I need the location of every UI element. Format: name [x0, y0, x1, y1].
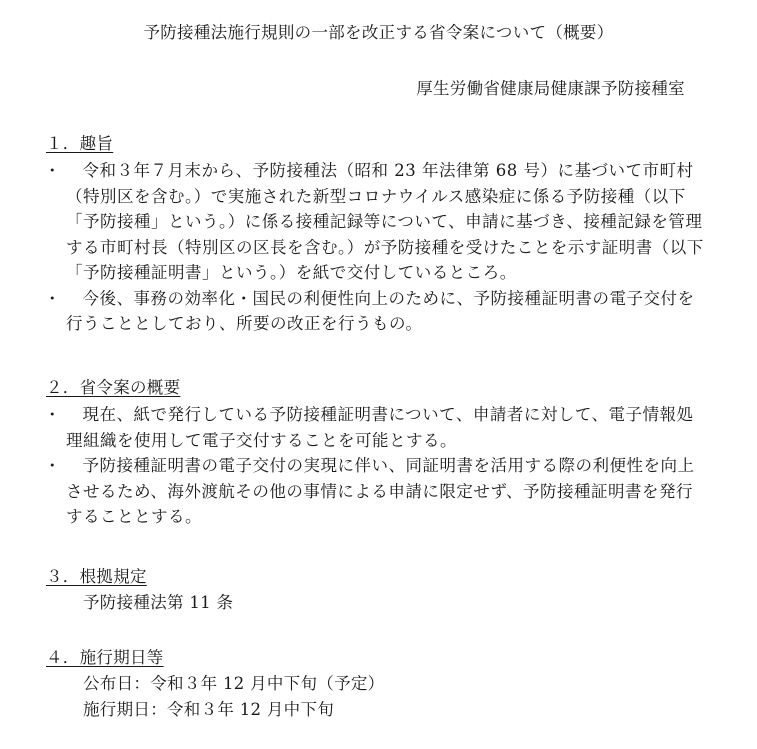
- promulgation-date-line: 公布日：令和３年 12 月中下旬（予定）: [83, 674, 385, 693]
- document-title: 予防接種法施行規則の一部を改正する省令案について（概要）: [143, 23, 614, 42]
- list-item: [44, 402, 704, 453]
- bullet-mark: ・: [44, 288, 61, 308]
- section-2-body: [44, 402, 704, 530]
- section-1-heading: １．趣旨: [46, 134, 114, 153]
- bullet-mark: ・: [44, 405, 61, 424]
- section-3-heading: ３．根拠規定: [46, 567, 147, 586]
- section-2-heading: ２．省令案の概要: [46, 378, 181, 397]
- section-4-heading: ４．施行期日等: [46, 648, 164, 667]
- list-item: [44, 453, 704, 530]
- list-item: [44, 158, 704, 286]
- bullet-text: 現在、紙で発行している予防接種証明書について、申請者に対して、電子情報処理組織を使用して電子交付することを可能とする。: [66, 405, 694, 450]
- section-1-body: [44, 158, 704, 337]
- effective-date-line: 施行期日：令和３年 12 月中下旬: [83, 700, 335, 719]
- bullet-text: 予防接種証明書の電子交付の実現に伴い、同証明書を活用する際の利便性を向上させるため、海外渡航その他の事情による申請に限定せず、予防接種証明書を発行することとする。: [66, 456, 695, 526]
- legal-basis-line: 予防接種法第 11 条: [83, 593, 234, 612]
- list-item: [44, 286, 704, 337]
- issuing-organization: 厚生労働省健康局健康課予防接種室: [416, 79, 685, 98]
- bullet-mark: ・: [44, 456, 61, 475]
- bullet-text: 令和３年７月末から、予防接種法（昭和 23 年法律第 68 号）に基づいて市町村（特別区を含む。）で実施された新型コロナウイルス感染症に係る予防接種（以下「予防接種」という。）に係る接種記録等について、申請に基づき、接種記録を管理する市町村長（特別区の区長を含む。）が予防接種を受けたことを示す証明書（以下「予防接種証明書」という。）を紙で交付しているところ。: [66, 161, 704, 282]
- bullet-text: 今後、事務の効率化・国民の利便性向上のために、予防接種証明書の電子交付を行うこととしており、所要の改正を行うもの。: [66, 288, 695, 333]
- bullet-mark: ・: [44, 161, 61, 180]
